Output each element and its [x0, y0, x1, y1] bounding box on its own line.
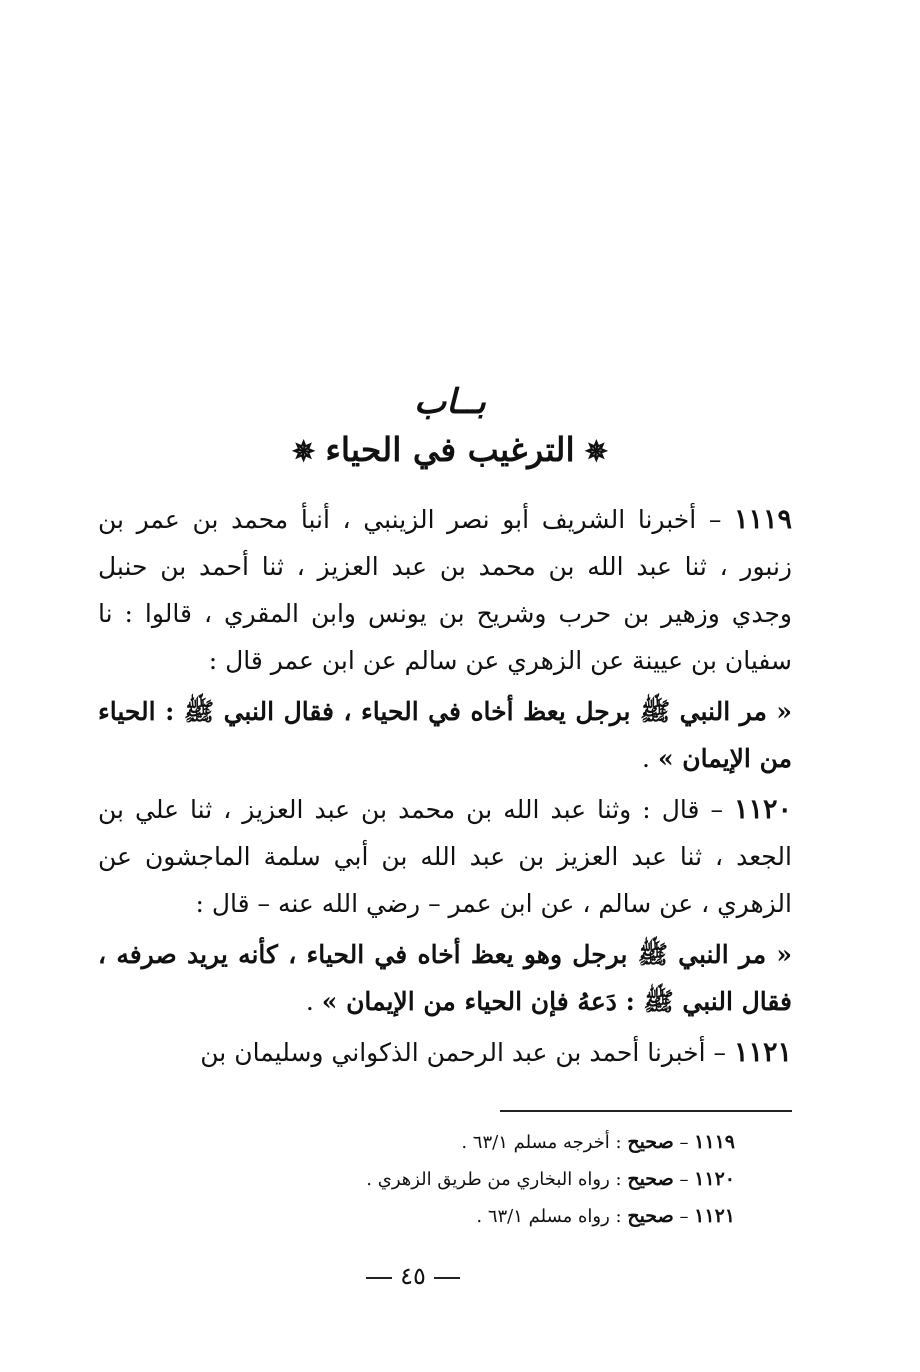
hadith-entry	[98, 1029, 792, 1076]
hadith-matn: « مر النبي ﷺ برجل وهو يعظ أخاه في الحياء ، كأنه يريد صرفه ، فقال النبي ﷺ : دَعهُ فإن الحياء من الإيمان »	[98, 940, 792, 1016]
hadith-number: ١١٢١	[733, 1037, 792, 1068]
hadith-number: ١١١٩	[733, 504, 792, 535]
hadith-dash: –	[696, 505, 734, 534]
footnote-number: ١١١٩	[694, 1131, 735, 1153]
hadith-matn-end: .	[305, 987, 322, 1016]
hadith-matn-block	[98, 688, 792, 782]
page-number	[0, 1262, 826, 1290]
page-number-text: ٤٥	[400, 1262, 426, 1290]
footnote-dash: –	[673, 1206, 695, 1227]
footnote-grade: صحيح	[627, 1131, 674, 1153]
footnote-dash: –	[673, 1132, 695, 1153]
hadith-number: ١١٢٠	[733, 794, 792, 825]
chapter-title	[0, 430, 900, 469]
hadith-dash: –	[705, 1038, 734, 1067]
main-text	[98, 496, 792, 1080]
footnote-item	[175, 1198, 735, 1235]
footnote-number: ١١٢١	[694, 1205, 735, 1227]
page-number-dash-left	[434, 1277, 460, 1279]
hadith-isnad: أخبرنا أحمد بن عبد الرحمن الذكواني وسليمان بن	[200, 1038, 706, 1067]
footnote-text: : رواه مسلم ٦٣/١ .	[476, 1206, 628, 1227]
footnote-grade: صحيح	[627, 1168, 674, 1190]
footnote-item	[175, 1161, 735, 1198]
footnotes-list	[175, 1124, 735, 1235]
footnote-text: : أخرجه مسلم ٦٣/١ .	[461, 1132, 628, 1153]
chapter-label: بــاب	[414, 382, 486, 422]
hadith-dash: –	[699, 795, 734, 824]
ornament-star-icon: ✵	[584, 435, 609, 468]
footnote-dash: –	[673, 1169, 695, 1190]
hadith-matn: « مر النبي ﷺ برجل يعظ أخاه في الحياء ، فقال النبي ﷺ : الحياء من الإيمان »	[98, 697, 792, 773]
footnote-number: ١١٢٠	[694, 1168, 735, 1190]
footnote-grade: صحيح	[627, 1205, 674, 1227]
chapter-title-text: الترغيب في الحياء	[325, 430, 575, 469]
hadith-entry	[98, 786, 792, 927]
hadith-matn-block	[98, 931, 792, 1025]
footnote-text: : رواه البخاري من طريق الزهري .	[366, 1169, 628, 1190]
hadith-isnad: قال : وثنا عبد الله بن محمد بن عبد العزيز ، ثنا علي بن الجعد ، ثنا عبد العزيز بن عبد الله بن أبي سلمة الماجشون عن الزهري ، عن سالم ، عن ابن عمر – رضي الله عنه – قال :	[98, 795, 792, 918]
ornament-star-icon: ✵	[291, 435, 316, 468]
hadith-matn-end: .	[642, 744, 658, 773]
footnote-divider	[500, 1110, 792, 1112]
hadith-entry	[98, 496, 792, 684]
footnote-item	[175, 1124, 735, 1161]
hadith-isnad: أخبرنا الشريف أبو نصر الزينبي ، أنبأ محمد بن عمر بن زنبور ، ثنا عبد الله بن محمد بن عبد العزيز ، ثنا أحمد بن حنبل وجدي وزهير بن حرب وشريح بن يونس وابن المقري ، قالوا : نا سفيان بن عيينة عن الزهري عن سالم عن ابن عمر قال :	[98, 505, 792, 675]
page-number-dash-right	[366, 1277, 392, 1279]
